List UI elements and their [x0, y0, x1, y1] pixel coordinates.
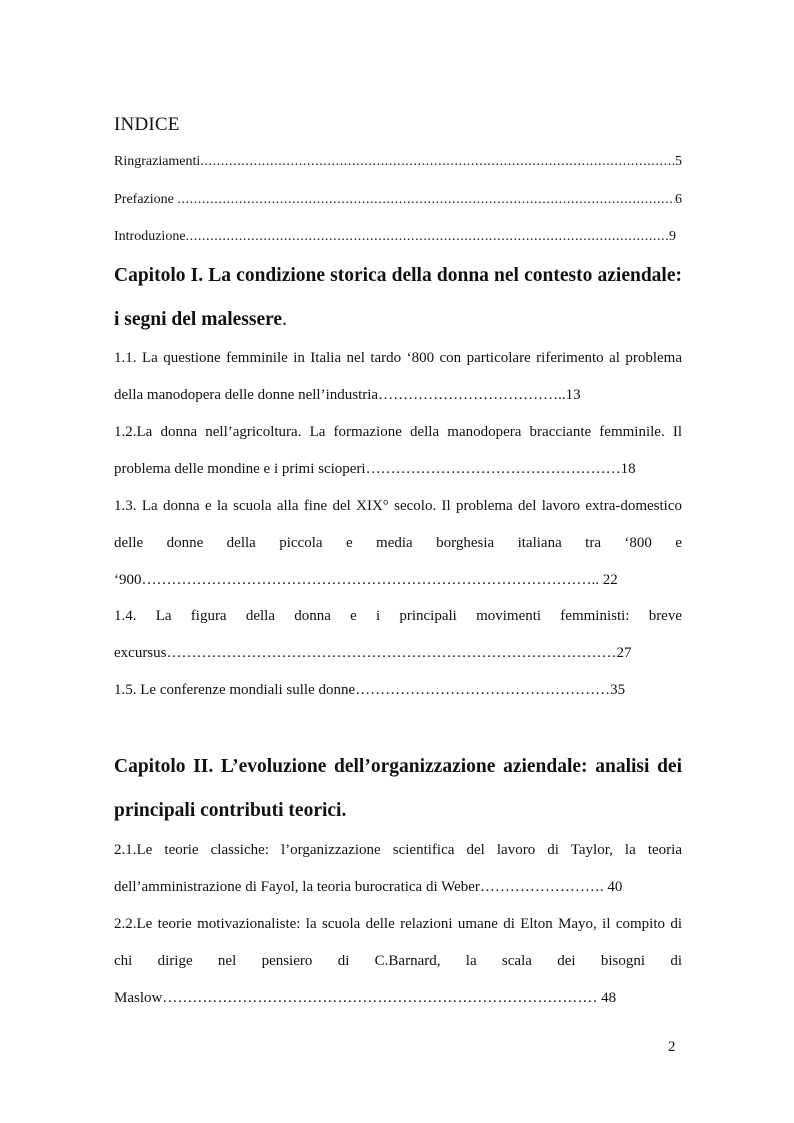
toc-entry-page: 6	[675, 192, 682, 207]
toc-entry-page: 9	[669, 229, 676, 244]
toc-entry-1-2[interactable]	[114, 414, 682, 488]
dot-leader	[200, 154, 675, 170]
toc-entry-2-1[interactable]	[114, 832, 682, 906]
toc-entry-page: 22	[602, 572, 618, 588]
chapter-2-title[interactable]	[114, 745, 682, 833]
toc-entry-text: 2.1.Le teorie classiche: l’organizzazione scientifica del lavoro di Taylor, la teoria dell’amministrazione di Fayol, la teoria burocratica di Weber	[114, 842, 682, 895]
index-heading: INDICE	[114, 114, 180, 135]
chapter-1-title[interactable]	[114, 254, 682, 342]
dot-leader	[186, 229, 669, 245]
toc-entry-text: 1.4. La figura della donna e i principali movimenti femministi: breve excursus	[114, 608, 682, 661]
toc-entry-text: 1.5. Le conferenze mondiali sulle donne	[114, 682, 356, 698]
dot-leader: ……………………………………………………………………………	[162, 990, 602, 1006]
toc-entry-page: 48	[601, 990, 617, 1006]
toc-entry-page: 5	[675, 154, 682, 169]
toc-entry-text: 1.2.La donna nell’agricoltura. La formazione della manodopera bracciante femminile. Il problema delle mondine e i primi scioperi	[114, 424, 682, 477]
toc-entry-page: 18	[620, 461, 636, 477]
toc-entry-title: Introduzione	[114, 229, 186, 244]
toc-entry-1-4[interactable]	[114, 598, 682, 672]
chapter-1-title-period: .	[282, 309, 287, 330]
toc-entry-1-1[interactable]	[114, 340, 682, 414]
dot-leader: ………………………………………………………………………………..	[141, 572, 603, 588]
toc-entry-text: 2.2.Le teorie motivazionaliste: la scuola delle relazioni umane di Elton Mayo, il compito di chi dirige nel pensiero di C.Barnard, la scala dei bisogni di Maslow	[114, 916, 682, 1006]
toc-entry-text: 1.3. La donna e la scuola alla fine del XIX° secolo. Il problema del lavoro extra-domestico delle donne della piccola e media borghesia italiana tra ‘800 e ‘900	[114, 498, 682, 588]
toc-entry-text: 1.1. La questione femminile in Italia nel tardo ‘800 con particolare riferimento al problema della manodopera delle donne nell’industria	[114, 350, 682, 403]
dot-leader: …………………….	[479, 879, 608, 895]
dot-leader: ……………………………………………	[365, 461, 621, 477]
dot-leader: ………………………………………………………………………………	[166, 645, 617, 661]
dot-leader	[177, 192, 675, 208]
toc-entry-page: 40	[607, 879, 623, 895]
toc-entry-page: 35	[610, 682, 626, 698]
toc-entry-1-5[interactable]	[114, 672, 682, 709]
toc-entry-prefazione[interactable]	[114, 192, 682, 208]
chapter-2-title-text: Capitolo II. L’evoluzione dell’organizzazione aziendale: analisi dei principali contributi teorici.	[114, 756, 682, 821]
toc-entry-ringraziamenti[interactable]	[114, 154, 682, 170]
dot-leader: ……………………………………………	[355, 682, 611, 698]
toc-entry-introduzione[interactable]	[114, 229, 676, 245]
toc-entry-1-3[interactable]	[114, 488, 682, 599]
toc-entry-2-2[interactable]	[114, 906, 682, 1017]
page-number: 2	[668, 1039, 676, 1055]
toc-entry-page: 27	[616, 645, 632, 661]
toc-entry-title: Ringraziamenti	[114, 154, 201, 169]
toc-entry-page: 13	[565, 387, 581, 403]
chapter-1-title-text: Capitolo I. La condizione storica della donna nel contesto aziendale: i segni del malessere	[114, 265, 682, 330]
toc-entry-title: Prefazione	[114, 192, 178, 207]
dot-leader: ………………………………..	[378, 387, 566, 403]
